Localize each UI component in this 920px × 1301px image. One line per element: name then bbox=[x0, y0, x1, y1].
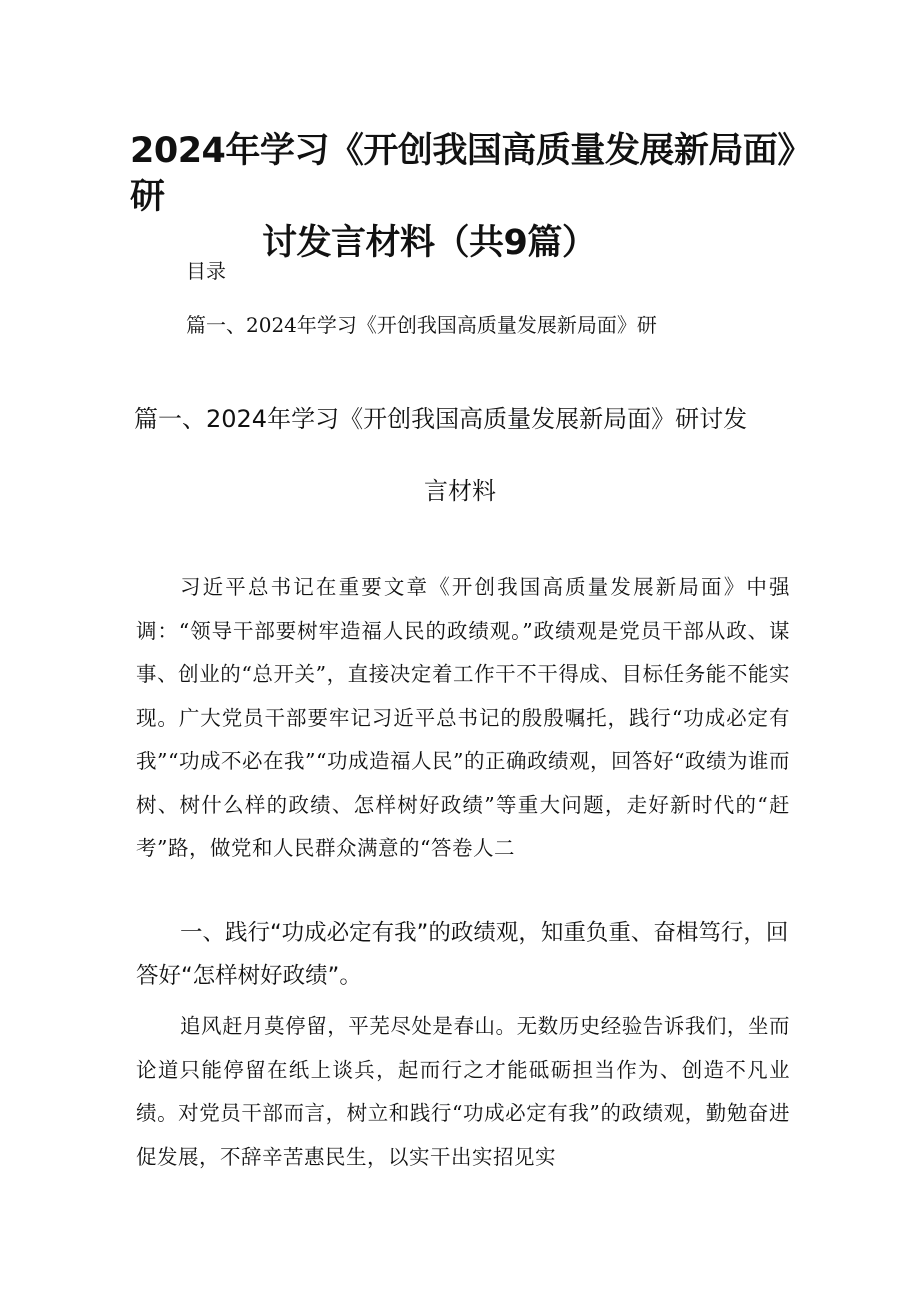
document-title-line2: 讨发言材料（共9篇） bbox=[262, 223, 597, 263]
toc-heading: 目录 bbox=[186, 259, 226, 283]
subheading: 一、践行“功成必定有我”的政绩观，知重负重、奋楫笃行，回答好“怎样树好政绩”。 bbox=[136, 920, 789, 989]
body-paragraph: 追风赶月莫停留，平芜尽处是春山。无数历史经验告诉我们，坐而论道只能停留在纸上谈兵，起而行之才能砥砺担当作为、创造不凡业绩。对党员干部而言，树立和践行“功成必定有我”的政绩观，勤勉奋进促发展，不辞辛苦惠民生，以实干出实招见实 bbox=[136, 1014, 790, 1169]
document-title-line1: 2024年学习《开创我国高质量发展新局面》研 bbox=[130, 131, 795, 217]
body-paragraph: 习近平总书记在重要文章《开创我国高质量发展新局面》中强调：“领导干部要树牢造福人民的政绩观。”政绩观是党员干部从政、谋事、创业的“总开关”，直接决定着工作干不干得成、目标任务能不能实现。广大党员干部要牢记习近平总书记的殷殷嘱托，践行“功成必定有我”“功成不必在我”“功成造福人民”的正确政绩观，回答好“政绩为谁而树、树什么样的政绩、怎样树好政绩”等重大问题，走好新时代的“赶考”路，做党和人民群众满意的“答卷人二 bbox=[136, 575, 790, 860]
section-title: 篇一、2024年学习《开创我国高质量发展新局面》研讨发 bbox=[134, 405, 748, 433]
document-title bbox=[130, 128, 800, 266]
toc-item[interactable]: 篇一、2024年学习《开创我国高质量发展新局面》研 bbox=[186, 313, 657, 337]
section-title-continued: 言材料 bbox=[424, 477, 496, 505]
